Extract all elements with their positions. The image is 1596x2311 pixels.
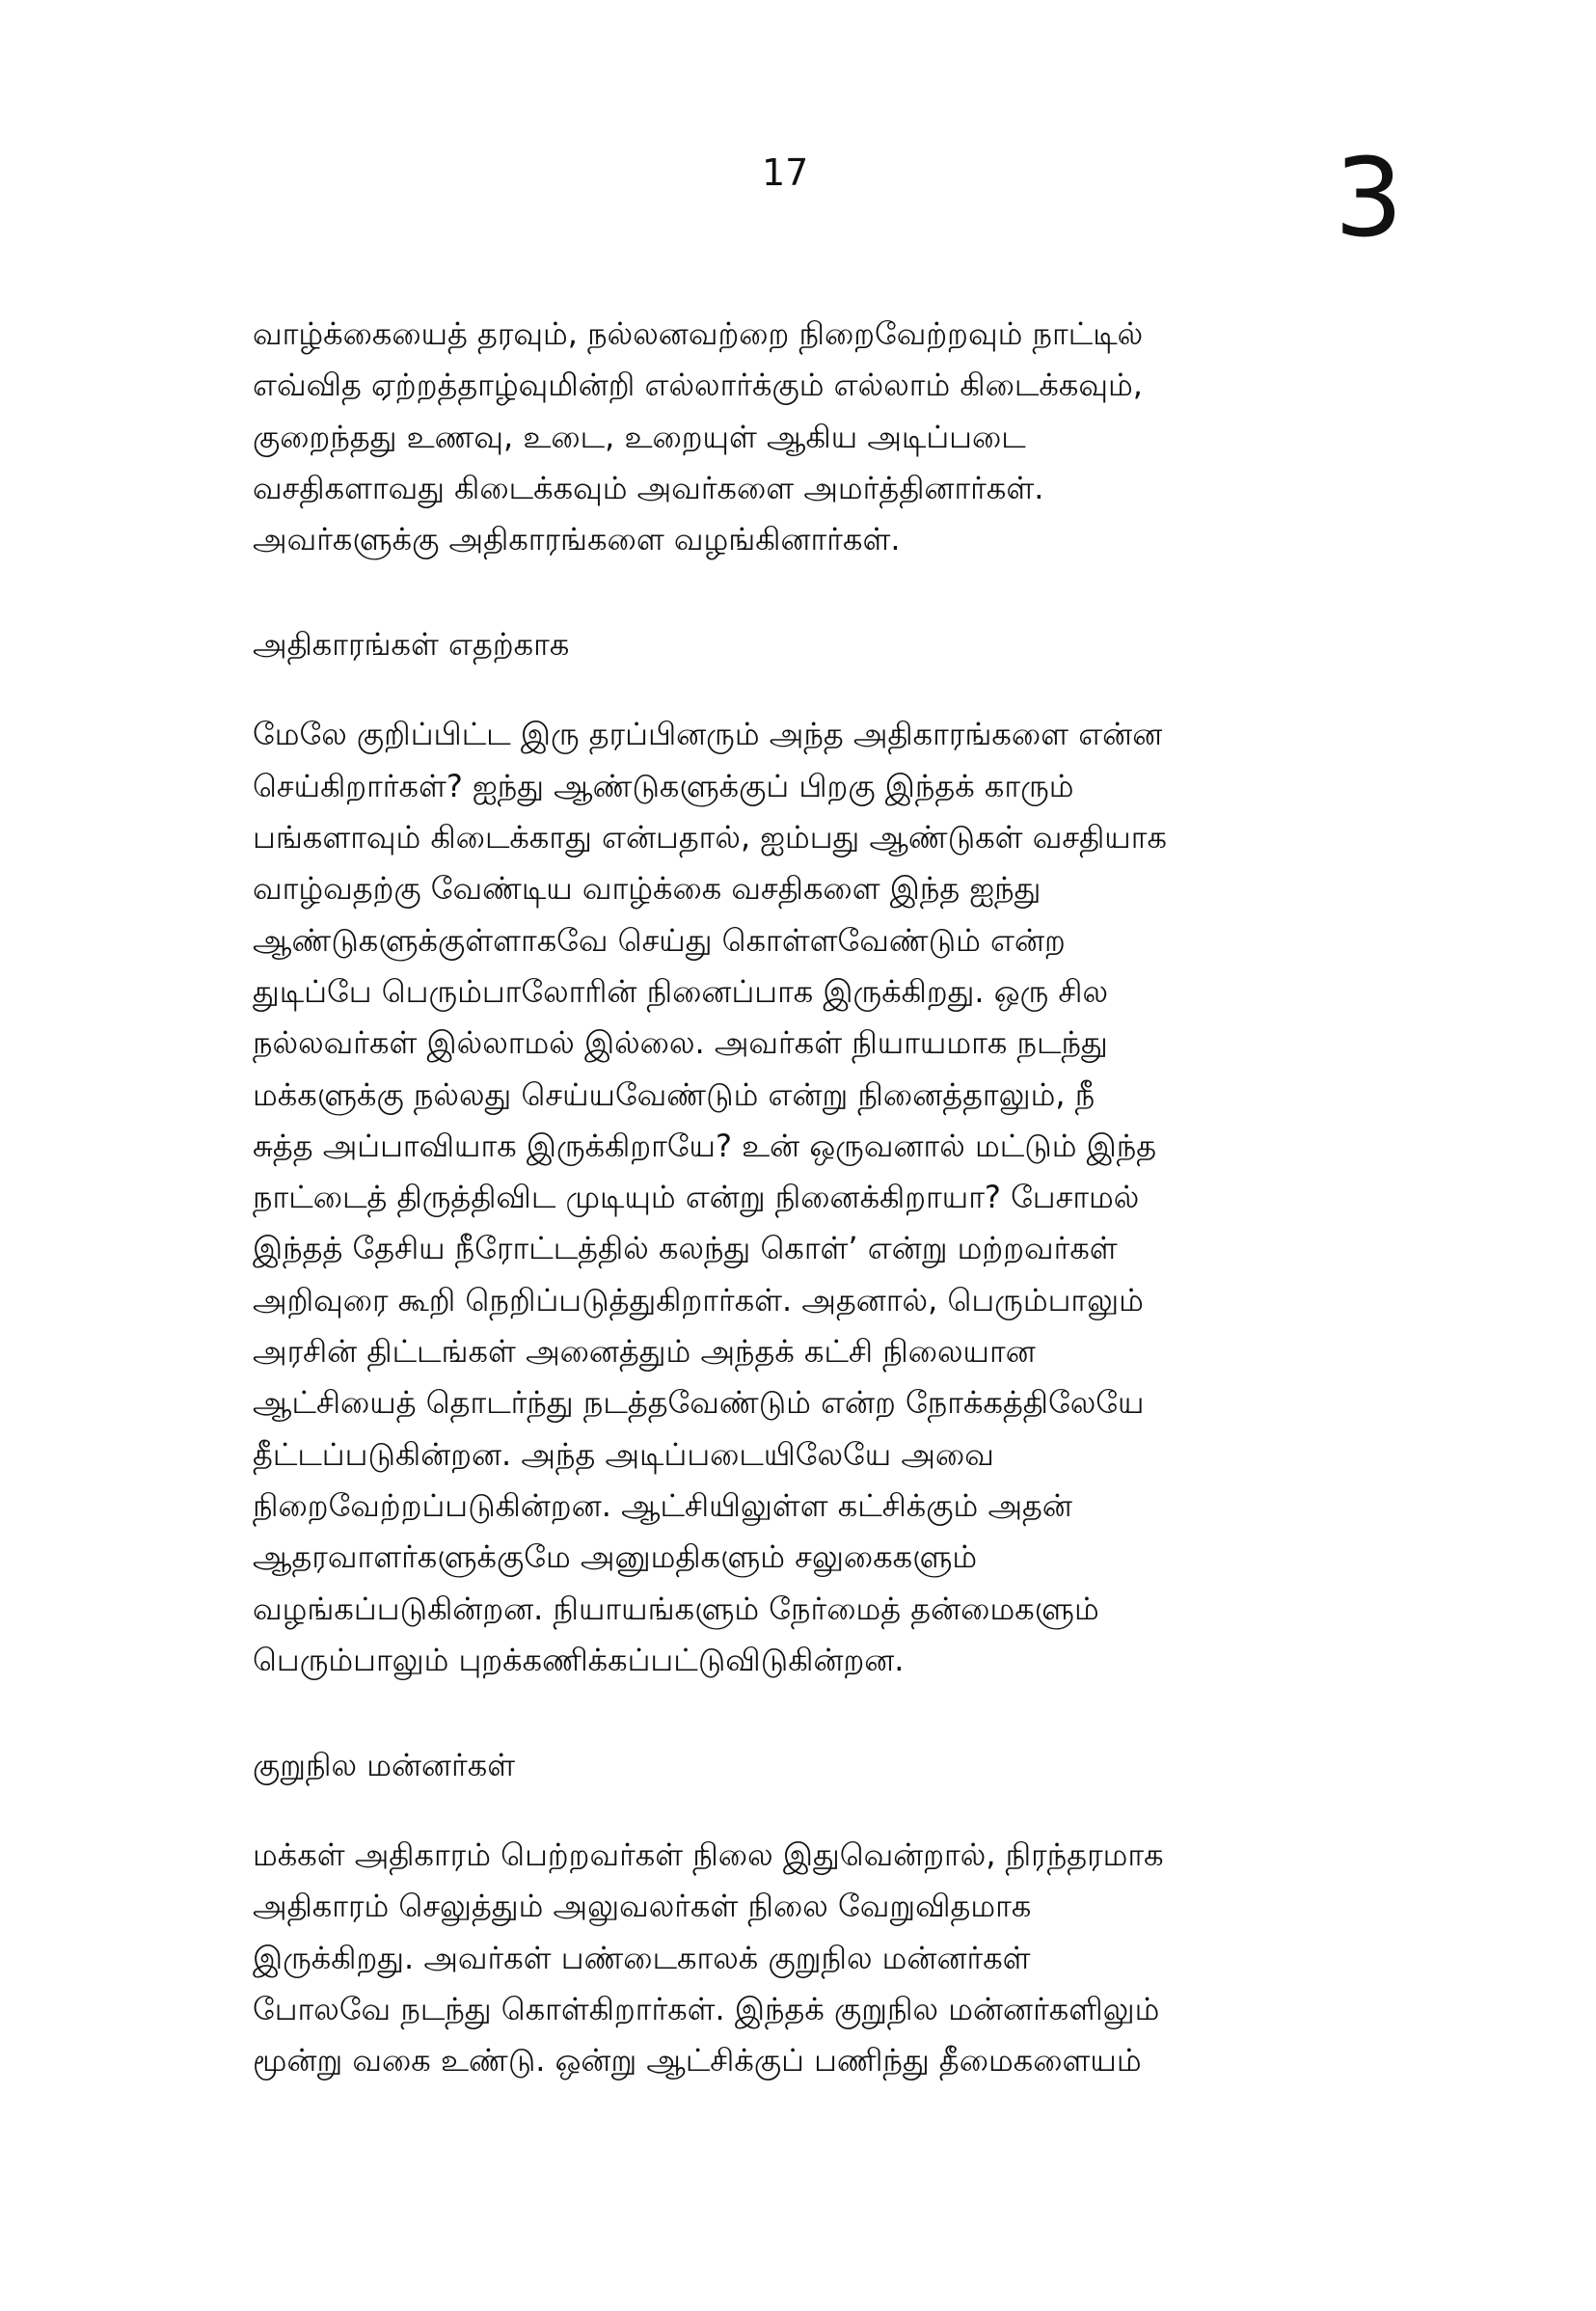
paragraph-powers: மேலே குறிப்பிட்ட இரு தரப்பினரும் அந்த அதிகாரங்களை என்ன செய்கிறார்கள்? ஐந்து ஆண்டுகளுக்குப் பிறகு இந்தக் காரும் பங்களாவும் கிடைக்காது என்பதால், ஐம்பது ஆண்டுகள் வசதியாக வாழ்வதற்கு வேண்டிய வாழ்க்கை வசதிகளை இந்த ஐந்து ஆண்டுகளுக்குள்ளாகவே செய்து கொள்ளவேண்டும் என்ற துடிப்பே பெரும்பாலோரின் நினைப்பாக இருக்கிறது. ஒரு சில நல்லவர்கள் இல்லாமல் இல்லை. அவர்கள் நியாயமாக நடந்து மக்களுக்கு நல்லது செய்யவேண்டும் என்று நினைத்தாலும், நீ சுத்த அப்பாவியாக இருக்கிறாயே? உன் ஒருவனால் மட்டும் இந்த நாட்டைத் திருத்திவிட முடியும் என்று நினைக்கிறாயா? பேசாமல் இந்தத் தேசிய நீரோட்டத்தில் கலந்து கொள்’ என்று மற்றவர்கள் அறிவுரை கூறி நெறிப்படுத்துகிறார்கள். அதனால், பெரும்பாலும் அரசின் திட்டங்கள் அனைத்தும் அந்தக் கட்சி நிலையான ஆட்சியைத் தொடர்ந்து நடத்தவேண்டும் என்ற நோக்கத்திலேயே தீட்டப்படுகின்றன. அந்த அடிப்படையிலேயே அவை நிறைவேற்றப்படுகின்றன. ஆட்சியிலுள்ள கட்சிக்கும் அதன் ஆதரவாளர்களுக்குமே அனுமதிகளும் சலுகைகளும் வழங்கப்படுகின்றன. நியாயங்களும் நேர்மைத் தன்மைகளும் பெரும்பாலும் புறக்கணிக்கப்பட்டுவிடுகின்றன. [253, 716, 1167, 1678]
paragraph-chieftains: மக்கள் அதிகாரம் பெற்றவர்கள் நிலை இதுவென்றால், நிரந்தரமாக அதிகாரம் செலுத்தும் அலுவலர்கள் நிலை வேறுவிதமாக இருக்கிறது. அவர்கள் பண்டைகாலக் குறுநில மன்னர்கள் போலவே நடந்து கொள்கிறார்கள். இந்தக் குறுநில மன்னர்களிலும் மூன்று வகை உண்டு. ஒன்று ஆட்சிக்குப் பணிந்து தீமைகளையம் [253, 1836, 1164, 2080]
body-text [253, 309, 1395, 2087]
section-heading-chieftains: குறுநில மன்னர்கள் [253, 1747, 516, 1784]
paragraph-intro: வாழ்க்கையைத் தரவும், நல்லனவற்றை நிறைவேற்றவும் நாட்டில் எவ்வித ஏற்றத்தாழ்வுமின்றி எல்லார்க்கும் எல்லாம் கிடைக்கவும், குறைந்தது உணவு, உடை, உறையுள் ஆகிய அடிப்படை வசதிகளாவது கிடைக்கவும் அவர்களை அமர்த்தினார்கள். அவர்களுக்கு அதிகாரங்களை வழங்கினார்கள். [253, 315, 1144, 558]
section-heading-powers: அதிகாரங்கள் எதற்காக [253, 626, 570, 664]
page-number: 17 [762, 151, 809, 194]
chapter-number: 3 [1334, 136, 1403, 261]
